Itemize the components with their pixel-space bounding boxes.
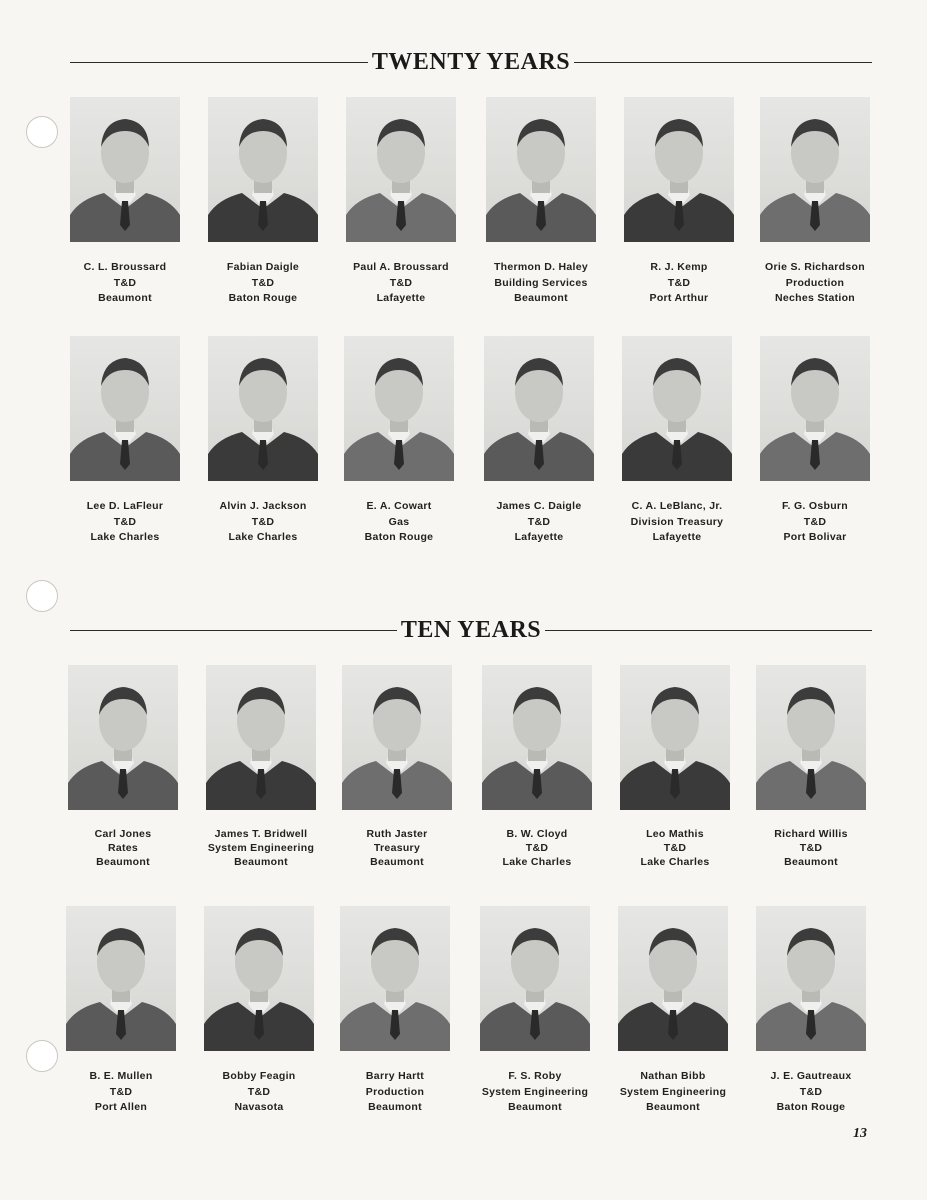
person-name: Nathan Bibb — [640, 1070, 706, 1082]
portrait-silhouette — [756, 906, 866, 1051]
portrait-silhouette — [618, 906, 728, 1051]
person-location: Beaumont — [370, 856, 424, 868]
portrait-caption — [340, 1069, 450, 1116]
portrait-silhouette — [70, 336, 180, 481]
portrait-caption — [480, 1069, 590, 1116]
portrait-card — [208, 336, 318, 546]
person-location: Lafayette — [376, 292, 426, 304]
person-department: T&D — [527, 515, 551, 528]
portrait-photo — [346, 97, 456, 242]
portrait-photo — [756, 906, 866, 1051]
header-rule-right — [545, 630, 872, 631]
portrait-photo — [70, 97, 180, 242]
portrait-caption — [70, 499, 180, 546]
portrait-caption — [204, 1069, 314, 1116]
person-name: Richard Willis — [774, 828, 848, 840]
portrait-caption — [66, 1069, 176, 1116]
person-name: E. A. Cowart — [366, 500, 432, 512]
section-header-twenty-years — [70, 47, 872, 77]
person-department: T&D — [389, 276, 413, 289]
portrait-caption — [624, 260, 734, 307]
portrait-photo — [206, 665, 316, 810]
portrait-silhouette — [342, 665, 452, 810]
person-location: Beaumont — [98, 292, 152, 304]
person-name: Alvin J. Jackson — [219, 500, 307, 512]
portrait-caption — [70, 260, 180, 307]
person-location: Port Bolivar — [783, 531, 847, 543]
portrait-silhouette — [208, 97, 318, 242]
portrait-photo — [484, 336, 594, 481]
person-name: F. G. Osburn — [781, 500, 849, 512]
portrait-caption — [344, 499, 454, 546]
person-department: T&D — [803, 515, 827, 528]
portrait-caption — [620, 827, 730, 869]
portrait-card — [756, 665, 866, 869]
person-department: T&D — [799, 1085, 823, 1098]
portrait-card — [66, 906, 176, 1116]
person-department: T&D — [663, 842, 687, 854]
person-department: T&D — [799, 842, 823, 854]
portrait-photo — [480, 906, 590, 1051]
portrait-card — [624, 97, 734, 307]
portrait-photo — [344, 336, 454, 481]
person-location: Beaumont — [96, 856, 150, 868]
person-name: B. E. Mullen — [89, 1070, 153, 1082]
portrait-silhouette — [344, 336, 454, 481]
portrait-caption — [484, 499, 594, 546]
person-location: Lafayette — [514, 531, 564, 543]
portrait-caption — [482, 827, 592, 869]
portrait-photo — [622, 336, 732, 481]
portrait-card — [342, 665, 452, 869]
portrait-caption — [760, 260, 870, 307]
person-department: T&D — [525, 842, 549, 854]
portrait-card — [206, 665, 316, 869]
portrait-photo — [208, 97, 318, 242]
person-department: Building Services — [494, 276, 588, 289]
portrait-silhouette — [620, 665, 730, 810]
portrait-card — [620, 665, 730, 869]
person-department: Gas — [388, 515, 410, 528]
portrait-card — [344, 336, 454, 546]
person-department: Treasury — [373, 842, 421, 854]
person-name: Barry Hartt — [365, 1070, 425, 1082]
person-location: Baton Rouge — [228, 292, 298, 304]
portrait-silhouette — [624, 97, 734, 242]
portrait-silhouette — [484, 336, 594, 481]
portrait-silhouette — [346, 97, 456, 242]
person-name: C. L. Broussard — [83, 261, 167, 273]
person-department: Rates — [107, 842, 139, 854]
person-department: T&D — [247, 1085, 271, 1098]
portrait-silhouette — [206, 665, 316, 810]
person-location: Port Arthur — [649, 292, 709, 304]
portrait-caption — [206, 827, 316, 869]
person-location: Baton Rouge — [364, 531, 434, 543]
person-location: Beaumont — [234, 856, 288, 868]
binder-hole-top — [26, 116, 58, 148]
portrait-photo — [620, 665, 730, 810]
person-location: Beaumont — [514, 292, 568, 304]
binder-hole-middle — [26, 580, 58, 612]
portrait-card — [480, 906, 590, 1116]
person-name: Paul A. Broussard — [353, 261, 449, 273]
person-name: Leo Mathis — [646, 828, 704, 840]
portrait-silhouette — [66, 906, 176, 1051]
person-department: System Engineering — [207, 842, 315, 854]
portrait-silhouette — [204, 906, 314, 1051]
page-number: 13 — [853, 1126, 867, 1141]
portrait-photo — [70, 336, 180, 481]
person-department: T&D — [251, 276, 275, 289]
portrait-card — [340, 906, 450, 1116]
portrait-card — [208, 97, 318, 307]
portrait-card — [760, 336, 870, 546]
person-location: Neches Station — [774, 292, 856, 304]
portrait-caption — [208, 499, 318, 546]
header-rule-right — [574, 62, 872, 63]
portrait-caption — [346, 260, 456, 307]
person-name: Lee D. LaFleur — [86, 500, 164, 512]
portrait-card — [204, 906, 314, 1116]
person-location: Lake Charles — [502, 856, 572, 868]
portrait-card — [484, 336, 594, 546]
section-title: TWENTY YEARS — [371, 48, 571, 75]
portrait-silhouette — [208, 336, 318, 481]
portrait-card — [618, 906, 728, 1116]
person-location: Lafayette — [652, 531, 702, 543]
portrait-photo — [486, 97, 596, 242]
portrait-caption — [68, 827, 178, 869]
person-location: Lake Charles — [228, 531, 298, 543]
person-department: Production — [785, 276, 845, 289]
binder-hole-bottom — [26, 1040, 58, 1072]
header-rule-left — [70, 630, 397, 631]
portrait-caption — [208, 260, 318, 307]
portrait-photo — [208, 336, 318, 481]
portrait-silhouette — [70, 97, 180, 242]
portrait-card — [486, 97, 596, 307]
portrait-photo — [340, 906, 450, 1051]
person-name: R. J. Kemp — [650, 261, 708, 273]
portrait-photo — [204, 906, 314, 1051]
portrait-caption — [342, 827, 452, 869]
portrait-card — [622, 336, 732, 546]
portrait-caption — [760, 499, 870, 546]
person-name: B. W. Cloyd — [506, 828, 568, 840]
portrait-caption — [618, 1069, 728, 1116]
portrait-caption — [756, 1069, 866, 1116]
person-name: James C. Daigle — [496, 500, 582, 512]
portrait-silhouette — [756, 665, 866, 810]
person-name: C. A. LeBlanc, Jr. — [631, 500, 723, 512]
section-title: TEN YEARS — [400, 616, 542, 643]
portrait-caption — [756, 827, 866, 869]
portrait-caption — [622, 499, 732, 546]
person-department: Division Treasury — [630, 515, 724, 528]
person-name: J. E. Gautreaux — [770, 1070, 852, 1082]
portrait-photo — [66, 906, 176, 1051]
portrait-silhouette — [68, 665, 178, 810]
portrait-card — [70, 336, 180, 546]
portrait-silhouette — [480, 906, 590, 1051]
person-name: F. S. Roby — [508, 1070, 562, 1082]
portrait-card — [760, 97, 870, 307]
portrait-silhouette — [760, 97, 870, 242]
person-location: Beaumont — [646, 1101, 700, 1113]
person-name: Bobby Feagin — [222, 1070, 296, 1082]
portrait-card — [756, 906, 866, 1116]
person-department: System Engineering — [481, 1085, 589, 1098]
person-name: Carl Jones — [94, 828, 152, 840]
portrait-silhouette — [482, 665, 592, 810]
person-department: T&D — [251, 515, 275, 528]
person-location: Port Allen — [94, 1101, 148, 1113]
person-department: T&D — [113, 515, 137, 528]
portrait-silhouette — [340, 906, 450, 1051]
portrait-photo — [624, 97, 734, 242]
person-department: T&D — [109, 1085, 133, 1098]
person-location: Lake Charles — [90, 531, 160, 543]
portrait-silhouette — [486, 97, 596, 242]
person-location: Navasota — [234, 1101, 284, 1113]
person-department: Production — [365, 1085, 425, 1098]
portrait-card — [68, 665, 178, 869]
portrait-photo — [482, 665, 592, 810]
person-name: Orie S. Richardson — [765, 261, 865, 273]
person-location: Beaumont — [784, 856, 838, 868]
section-header-ten-years — [70, 615, 872, 645]
person-department: T&D — [667, 276, 691, 289]
person-name: Thermon D. Haley — [493, 261, 589, 273]
portrait-photo — [342, 665, 452, 810]
portrait-photo — [68, 665, 178, 810]
portrait-photo — [756, 665, 866, 810]
portrait-card — [346, 97, 456, 307]
person-name: Ruth Jaster — [366, 828, 428, 840]
portrait-photo — [618, 906, 728, 1051]
person-location: Beaumont — [508, 1101, 562, 1113]
portrait-photo — [760, 97, 870, 242]
portrait-card — [70, 97, 180, 307]
portrait-caption — [486, 260, 596, 307]
person-location: Baton Rouge — [776, 1101, 846, 1113]
person-location: Beaumont — [368, 1101, 422, 1113]
person-location: Lake Charles — [640, 856, 710, 868]
person-department: T&D — [113, 276, 137, 289]
person-name: James T. Bridwell — [214, 828, 308, 840]
person-name: Fabian Daigle — [226, 261, 300, 273]
portrait-silhouette — [622, 336, 732, 481]
header-rule-left — [70, 62, 368, 63]
portrait-photo — [760, 336, 870, 481]
person-department: System Engineering — [619, 1085, 727, 1098]
portrait-card — [482, 665, 592, 869]
portrait-silhouette — [760, 336, 870, 481]
